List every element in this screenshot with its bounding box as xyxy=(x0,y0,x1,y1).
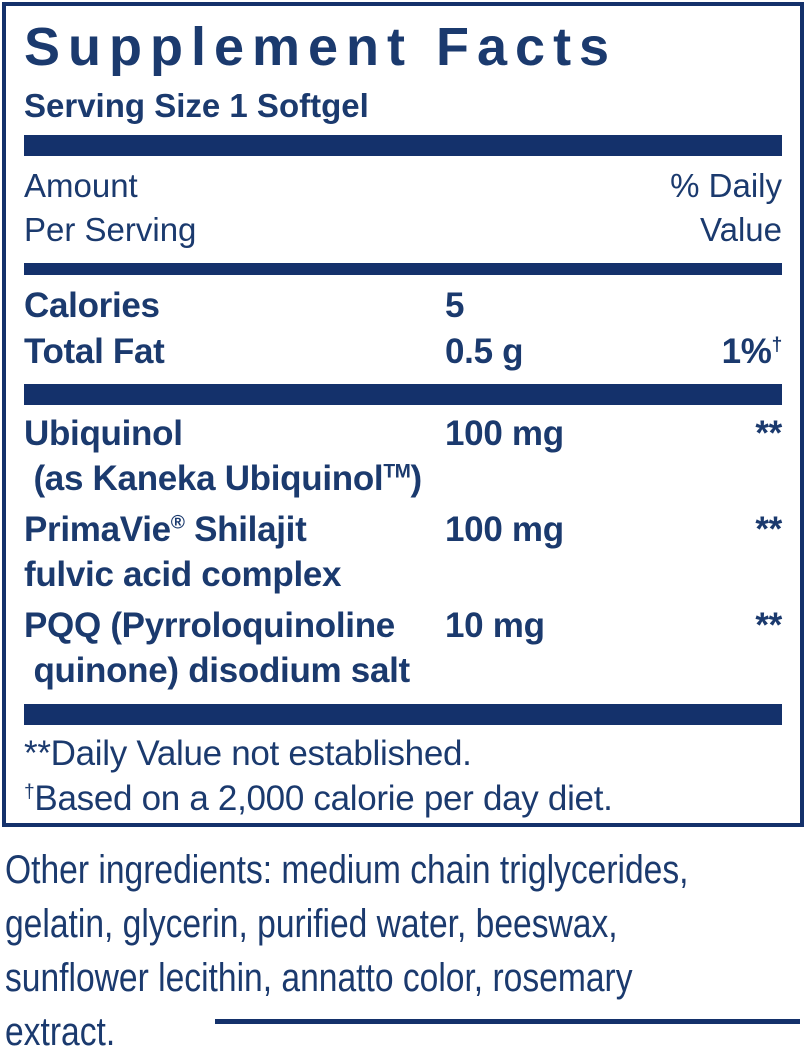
double-asterisk-marker: ** xyxy=(24,733,51,773)
page-title: Supplement Facts xyxy=(24,17,618,77)
registered-superscript: ® xyxy=(170,512,185,534)
subline-text: quinone) disodium salt xyxy=(24,651,410,691)
ingredient-subline xyxy=(24,552,782,597)
column-header-row xyxy=(24,164,782,251)
ingredient-row-pqq xyxy=(24,603,782,693)
supplement-facts-box xyxy=(2,2,804,827)
thin-divider-header xyxy=(24,263,782,275)
subline-text: fulvic acid complex xyxy=(24,555,342,595)
ingredient-daily-value: ** xyxy=(755,606,782,646)
ingredient-name xyxy=(24,411,445,456)
footnotes-block xyxy=(24,731,782,821)
ingredient-name-text: PQQ (Pyrroloquinoline xyxy=(24,606,395,646)
nutrient-name: Total Fat xyxy=(24,331,165,371)
other-ingredients-line: sunflower lecithin, annatto color, rosemary xyxy=(5,956,633,1000)
dagger-superscript: † xyxy=(771,333,782,355)
nutrient-row-total-fat xyxy=(24,329,782,374)
other-ingredients-line: extract. xyxy=(5,1010,116,1054)
ingredient-row-primavie-shilajit xyxy=(24,507,782,597)
footnote-daily-value xyxy=(24,731,782,776)
nutrient-daily-value xyxy=(722,329,782,374)
nutrient-amount: 5 xyxy=(445,286,465,326)
ingredient-subline xyxy=(24,648,782,693)
ingredient-subline xyxy=(24,456,782,501)
other-ingredients-line: gelatin, glycerin, purified water, beeswax, xyxy=(5,902,618,946)
dagger-marker: † xyxy=(24,781,35,803)
daily-value-header-line1: % Daily xyxy=(670,167,782,205)
thick-divider-top xyxy=(24,135,782,156)
tm-superscript: TM xyxy=(383,461,411,483)
ingredient-amount: 100 mg xyxy=(445,413,564,453)
serving-size-text: Serving Size 1 Softgel xyxy=(24,87,369,125)
footnote-text: Daily Value not established. xyxy=(50,733,472,773)
nutrient-name: Calories xyxy=(24,286,160,326)
footnote-text: Based on a 2,000 calorie per day diet. xyxy=(34,778,613,818)
footnote-calorie-diet xyxy=(24,776,782,821)
nutrient-row-calories xyxy=(24,283,782,328)
other-ingredients-paragraph xyxy=(5,843,806,1059)
amount-header-line1: Amount xyxy=(24,167,138,205)
ingredient-name xyxy=(24,603,445,648)
ingredient-amount: 10 mg xyxy=(445,606,545,646)
thick-divider-middle xyxy=(24,384,782,405)
thick-divider-bottom xyxy=(24,704,782,725)
ingredient-amount: 100 mg xyxy=(445,510,564,550)
daily-value-header-line2: Value xyxy=(700,210,782,248)
amount-header-line2: Per Serving xyxy=(24,210,197,248)
daily-value-text: 1% xyxy=(721,331,772,371)
cropped-bottom-divider xyxy=(215,1019,800,1024)
ingredient-name-text: PrimaVie xyxy=(24,510,171,550)
subline-text: (as Kaneka Ubiquinol xyxy=(24,458,384,498)
ingredient-row-ubiquinol xyxy=(24,411,782,501)
other-ingredients-line: Other ingredients: medium chain triglycerides, xyxy=(5,848,689,892)
nutrient-rows xyxy=(24,283,782,373)
ingredient-row-line1 xyxy=(24,411,782,456)
ingredient-name-text2: Shilajit xyxy=(184,510,307,550)
nutrient-amount: 0.5 g xyxy=(445,331,524,371)
ingredient-name-text: Ubiquinol xyxy=(24,413,183,453)
column-header-amount xyxy=(24,164,196,251)
ingredient-daily-value: ** xyxy=(755,413,782,453)
ingredient-row-line1 xyxy=(24,507,782,552)
subline-text2: ) xyxy=(410,458,422,498)
ingredient-name xyxy=(24,507,445,552)
ingredient-row-line1 xyxy=(24,603,782,648)
ingredient-daily-value: ** xyxy=(755,510,782,550)
column-header-daily-value xyxy=(670,164,782,251)
